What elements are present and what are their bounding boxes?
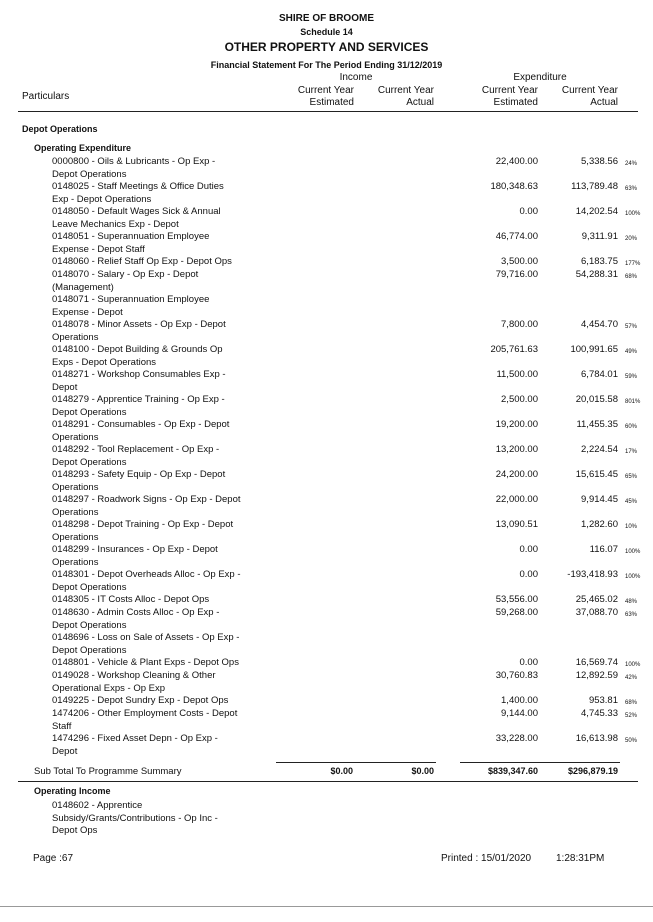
row-exp-actual: 1,282.60 [581, 519, 618, 530]
org-name: SHIRE OF BROOME [278, 13, 374, 24]
subtotal-exp-act: $296,879.19 [567, 766, 618, 776]
row-description: 0148279 - Apprentice Training - Op Exp - Depot Operations [52, 394, 225, 418]
row-exp-actual: 54,288.31 [575, 269, 618, 280]
income-group-header: Income [339, 72, 373, 83]
row-description: 0148630 - Admin Costs Alloc - Op Exp - Depot Operations [52, 607, 220, 631]
income-act-header: Current Year Actual [377, 85, 434, 108]
subtotal-income-est: $0.00 [330, 766, 353, 776]
row-description: 0148051 - Superannuation Employee Expense - Depot Staff [52, 231, 210, 255]
row-percent: 65% [625, 474, 638, 480]
row-exp-actual: 20,015.58 [575, 394, 618, 405]
row-exp-actual: 11,455.35 [576, 419, 618, 430]
income-heading: Operating Income [34, 786, 111, 796]
row-exp-actual: 113,789.48 [571, 181, 618, 192]
row-percent: 68% [625, 274, 638, 280]
subtotal-divider [18, 781, 638, 782]
header-divider [18, 111, 638, 112]
row-exp-estimated: 2,500.00 [501, 394, 538, 405]
expenditure-heading: Operating Expenditure [34, 143, 132, 153]
row-exp-estimated: 3,500.00 [501, 256, 538, 267]
row-description: 0148301 - Depot Overheads Alloc - Op Exp - Depot Operations [52, 569, 241, 593]
row-percent: 100% [625, 574, 641, 580]
section-title: Depot Operations [22, 124, 98, 134]
row-percent: 63% [625, 612, 638, 618]
row-exp-estimated: 205,761.63 [490, 344, 538, 355]
schedule-label: Schedule 14 [300, 27, 353, 37]
report-subtitle: Financial Statement For The Period Ending 31/12/2019 [210, 60, 443, 70]
row-description: 0148025 - Staff Meetings & Office Duties Exp - Depot Operations [52, 181, 224, 205]
row-percent: 10% [625, 524, 638, 530]
row-exp-estimated: 59,268.00 [495, 607, 538, 618]
row-description: 0149028 - Workshop Cleaning & Other Operational Exps - Op Exp [52, 670, 216, 694]
subtotal-exp-est: $839,347.60 [487, 766, 538, 776]
row-description: 0148070 - Salary - Op Exp - Depot (Management) [52, 269, 199, 293]
row-exp-actual: 5,338.56 [581, 156, 618, 167]
row-description: 0149225 - Depot Sundry Exp - Depot Ops [52, 695, 229, 706]
row-description: 0148100 - Depot Building & Grounds Op Exps - Depot Operations [52, 344, 223, 368]
row-exp-estimated: 1,400.00 [501, 695, 538, 706]
row-percent: 48% [625, 599, 638, 605]
row-exp-actual: 953.81 [588, 695, 618, 706]
row-description: 0148271 - Workshop Consumables Exp - Depot [52, 369, 226, 393]
row-exp-actual: 2,224.54 [581, 444, 618, 455]
row-exp-estimated: 30,760.83 [495, 670, 538, 681]
row-exp-estimated: 0.00 [519, 569, 538, 580]
row-percent: 177% [625, 261, 641, 267]
printed-date: Printed : 15/01/2020 [441, 853, 532, 864]
row-exp-estimated: 13,200.00 [495, 444, 538, 455]
row-percent: 17% [625, 449, 638, 455]
row-exp-estimated: 0.00 [519, 206, 538, 217]
income-est-header: Current Year Estimated [297, 85, 354, 108]
row-exp-actual: 116.07 [589, 544, 618, 555]
row-percent: 68% [625, 700, 638, 706]
row-percent: 60% [625, 424, 638, 430]
expenditure-total-rule [460, 762, 620, 763]
row-description: 0148078 - Minor Assets - Op Exp - Depot Operations [52, 319, 226, 343]
page-number: Page :67 [33, 853, 74, 864]
row-description: 0148696 - Loss on Sale of Assets - Op Exp - Depot Operations [52, 632, 240, 656]
row-exp-actual: 14,202.54 [575, 206, 618, 217]
exp-est-header: Current Year Estimated [481, 85, 538, 108]
row-percent: 801% [625, 399, 641, 405]
row-percent: 45% [625, 499, 638, 505]
row-description: 0148293 - Safety Equip - Op Exp - Depot Operations [52, 469, 226, 493]
page-bottom-edge [0, 906, 653, 907]
row-description: 0148071 - Superannuation Employee Expense - Depot [52, 294, 210, 318]
row-exp-actual: -193,418.93 [567, 569, 618, 580]
row-description: 0148801 - Vehicle & Plant Exps - Depot Ops [52, 657, 239, 668]
row-exp-actual: 100,991.65 [570, 344, 618, 355]
row-percent: 52% [625, 713, 638, 719]
row-exp-actual: 12,892.59 [575, 670, 618, 681]
row-exp-estimated: 9,144.00 [501, 708, 538, 719]
row-exp-estimated: 24,200.00 [495, 469, 538, 480]
income-total-rule [276, 762, 436, 763]
report-title: OTHER PROPERTY AND SERVICES [224, 40, 429, 54]
row-percent: 50% [625, 738, 638, 744]
row-exp-estimated: 46,774.00 [495, 231, 538, 242]
row-exp-estimated: 0.00 [519, 657, 538, 668]
row-percent: 42% [625, 675, 638, 681]
row-exp-actual: 4,745.33 [581, 708, 618, 719]
income-row-desc: 0148602 - Apprentice Subsidy/Grants/Contributions - Op Inc - Depot Ops [52, 800, 218, 836]
row-percent: 20% [625, 236, 638, 242]
row-exp-actual: 6,784.01 [581, 369, 618, 380]
row-description: 0148298 - Depot Training - Op Exp - Depot Operations [52, 519, 234, 543]
row-percent: 24% [625, 161, 638, 167]
row-exp-estimated: 33,228.00 [495, 733, 538, 744]
row-percent: 57% [625, 324, 638, 330]
row-exp-actual: 25,465.02 [575, 594, 618, 605]
row-exp-estimated: 53,556.00 [495, 594, 538, 605]
row-percent: 100% [625, 549, 641, 555]
row-exp-estimated: 19,200.00 [495, 419, 538, 430]
row-exp-estimated: 79,716.00 [495, 269, 538, 280]
row-exp-actual: 6,183.75 [581, 256, 618, 267]
row-exp-estimated: 0.00 [519, 544, 538, 555]
row-description: 1474296 - Fixed Asset Depn - Op Exp - Depot [52, 733, 218, 757]
row-description: 0148050 - Default Wages Sick & Annual Leave Mechanics Exp - Depot [52, 206, 221, 230]
row-description: 0148299 - Insurances - Op Exp - Depot Operations [52, 544, 218, 568]
exp-act-header: Current Year Actual [561, 85, 618, 108]
row-exp-actual: 37,088.70 [575, 607, 618, 618]
printed-time: 1:28:31PM [556, 853, 605, 864]
row-percent: 49% [625, 349, 638, 355]
particulars-header: Particulars [22, 91, 70, 102]
row-exp-estimated: 22,000.00 [495, 494, 538, 505]
row-exp-estimated: 180,348.63 [490, 181, 538, 192]
row-exp-actual: 9,914.45 [581, 494, 618, 505]
expenditure-group-header: Expenditure [513, 72, 567, 83]
row-description: 0148060 - Relief Staff Op Exp - Depot Ops [52, 256, 232, 267]
row-percent: 63% [625, 186, 638, 192]
row-description: 0148297 - Roadwork Signs - Op Exp - Depot Operations [52, 494, 241, 518]
row-exp-estimated: 13,090.51 [495, 519, 538, 530]
row-description: 0148292 - Tool Replacement - Op Exp - Depot Operations [52, 444, 220, 468]
row-percent: 100% [625, 662, 641, 668]
row-exp-actual: 15,615.45 [575, 469, 618, 480]
row-exp-estimated: 7,800.00 [501, 319, 538, 330]
subtotal-label: Sub Total To Programme Summary [34, 766, 182, 777]
row-description: 1474206 - Other Employment Costs - Depot Staff [52, 708, 238, 732]
row-exp-actual: 4,454.70 [581, 319, 618, 330]
row-exp-estimated: 22,400.00 [495, 156, 538, 167]
row-exp-actual: 9,311.91 [581, 231, 618, 242]
subtotal-income-act: $0.00 [411, 766, 434, 776]
row-description: 0000800 - Oils & Lubricants - Op Exp - Depot Operations [52, 156, 216, 180]
row-description: 0148291 - Consumables - Op Exp - Depot Operations [52, 419, 230, 443]
row-exp-actual: 16,613.98 [575, 733, 618, 744]
row-percent: 100% [625, 211, 641, 217]
row-exp-estimated: 11,500.00 [496, 369, 538, 380]
row-percent: 59% [625, 374, 638, 380]
row-description: 0148305 - IT Costs Alloc - Depot Ops [52, 594, 210, 605]
row-exp-actual: 16,569.74 [575, 657, 618, 668]
